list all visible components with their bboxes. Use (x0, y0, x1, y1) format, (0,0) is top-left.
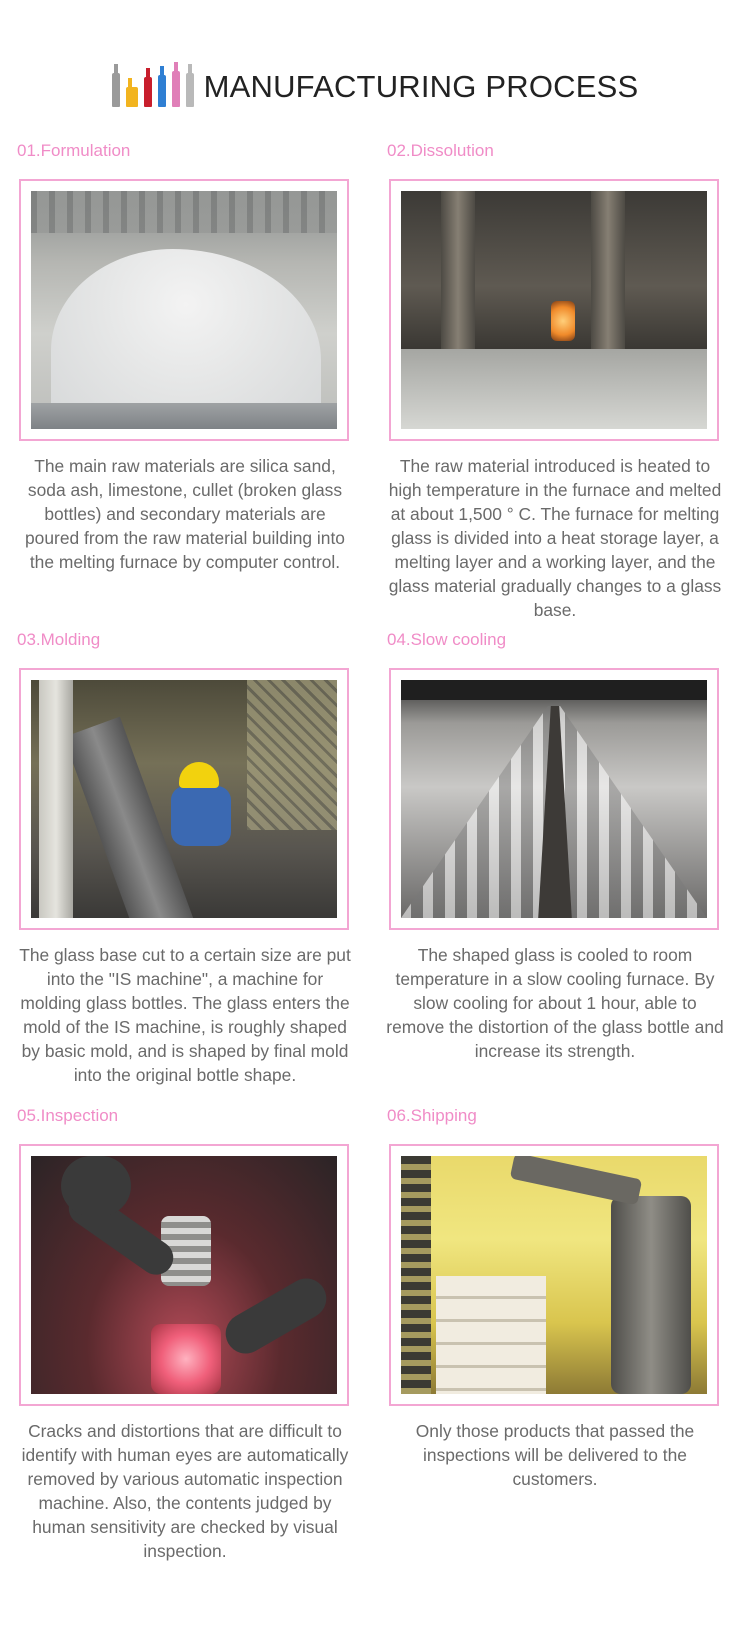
photo-frame (389, 1144, 719, 1406)
dissolution-photo (401, 191, 707, 429)
bottle-icon (144, 77, 152, 107)
photo-frame (19, 1144, 349, 1406)
bottles-logo-icon (112, 53, 194, 107)
inspection-photo (31, 1156, 337, 1394)
step-slow-cooling (386, 629, 741, 1063)
step-molding (19, 629, 371, 1087)
step-title: 04.Slow cooling (387, 630, 507, 649)
page-title: MANUFACTURING PROCESS (203, 69, 639, 104)
step-formulation (19, 140, 371, 574)
bottle-icon (158, 75, 166, 107)
step-title: 05.Inspection (17, 1106, 119, 1125)
step-description: The raw material introduced is heated to high temperature in the furnace and melted at about 1,500 ° C. The furnace for melting glass is divided into a heat storage layer, a melting layer and a working layer, and the glass material gradually changes to a glass base. (388, 456, 722, 620)
step-title: 03.Molding (17, 630, 101, 649)
step-description: The glass base cut to a certain size are put into the "IS machine", a machine for molding glass bottles. The glass enters the mold of the IS machine, is roughly shaped by basic mold, and is shaped by final mold into the original bottle shape. (19, 945, 351, 1085)
step-dissolution (389, 140, 741, 622)
shipping-photo (401, 1156, 707, 1394)
photo-frame (19, 179, 349, 441)
slow-cooling-photo (401, 680, 707, 918)
step-description: The shaped glass is cooled to room temperature in a slow cooling furnace. By slow cooling for about 1 hour, able to remove the distortion of the glass bottle and increase its strength. (386, 945, 724, 1061)
step-title: 01.Formulation (17, 141, 131, 160)
photo-frame (389, 179, 719, 441)
bottle-icon (172, 71, 180, 107)
step-title: 06.Shipping (387, 1106, 477, 1125)
molding-photo (31, 680, 337, 918)
step-inspection (19, 1105, 371, 1563)
page-header (0, 50, 750, 110)
bottle-icon (112, 73, 120, 107)
formulation-photo (31, 191, 337, 429)
photo-frame (389, 668, 719, 930)
step-shipping (389, 1105, 741, 1491)
step-description: Only those products that passed the inspections will be delivered to the customers. (415, 1421, 695, 1489)
step-description: The main raw materials are silica sand, soda ash, limestone, cullet (broken glass bottles) and secondary materials are poured from the raw material building into the melting furnace by computer control. (25, 456, 345, 572)
photo-frame (19, 668, 349, 930)
bottle-icon (126, 87, 138, 107)
step-description: Cracks and distortions that are difficult to identify with human eyes are automatically removed by various automatic inspection machine. Also, the contents judged by human sensitivity are checked by visual inspection. (21, 1421, 349, 1561)
bottle-icon (186, 73, 194, 107)
step-title: 02.Dissolution (387, 141, 494, 160)
